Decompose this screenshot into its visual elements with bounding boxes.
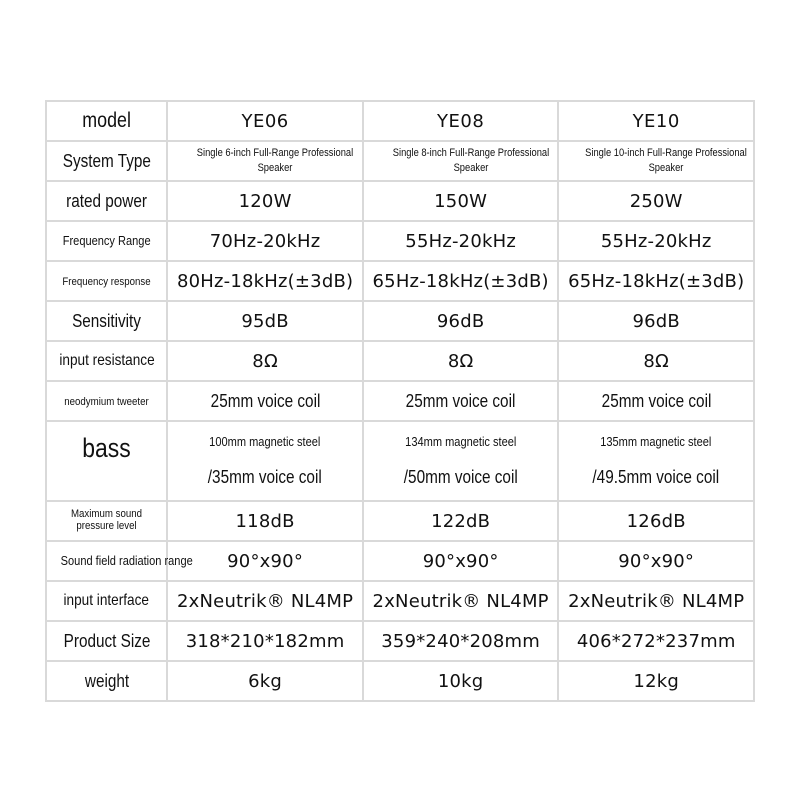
table-row-sensitivity bbox=[46, 301, 754, 341]
table-row-input-interface bbox=[46, 581, 754, 621]
value-cell bbox=[167, 181, 363, 221]
value-cell bbox=[363, 381, 559, 421]
input-resistance-value: 8Ω bbox=[252, 350, 278, 372]
table-row-frequency-range bbox=[46, 221, 754, 261]
value-cell bbox=[363, 581, 559, 621]
row-label-cell bbox=[46, 381, 167, 421]
row-label-cell bbox=[46, 421, 167, 501]
frequency-range-value: 70Hz-20kHz bbox=[209, 230, 321, 252]
row-label-cell bbox=[46, 541, 193, 581]
rated-power-value: 150W bbox=[434, 190, 488, 212]
value-cell bbox=[363, 501, 559, 541]
model-name: YE08 bbox=[437, 110, 485, 132]
input-resistance-value: 8Ω bbox=[447, 350, 474, 372]
frequency-range-value: 55Hz-20kHz bbox=[405, 230, 516, 252]
row-label-cell bbox=[46, 341, 167, 381]
row-label-cell bbox=[46, 221, 167, 261]
row-label-cell bbox=[46, 661, 167, 701]
tweeter-value: 25mm voice coil bbox=[210, 390, 320, 411]
value-cell bbox=[558, 421, 754, 501]
input-resistance-value: 8Ω bbox=[643, 350, 670, 372]
system-type-value: Single 10-inch Full-Range Professional Speaker bbox=[585, 147, 748, 174]
input-interface-value: 2xNeutrik® NL4MP bbox=[372, 590, 549, 612]
row-label: Frequency response bbox=[62, 276, 151, 288]
row-label-cell bbox=[46, 101, 167, 141]
value-cell bbox=[167, 381, 363, 421]
table-row-product-size bbox=[46, 621, 754, 661]
frequency-range-value: 55Hz-20kHz bbox=[600, 230, 712, 252]
system-type-value: Single 8-inch Full-Range Professional Speaker bbox=[392, 147, 550, 174]
row-label: Frequency Range bbox=[62, 233, 151, 248]
value-cell bbox=[167, 301, 363, 341]
bass-magnet-value: 100mm magnetic steel bbox=[209, 434, 321, 449]
weight-value: 10kg bbox=[437, 670, 484, 692]
radiation-range-value: 90°x90° bbox=[618, 550, 695, 572]
row-label-cell bbox=[46, 621, 167, 661]
row-label-cell bbox=[46, 301, 167, 341]
row-label-cell bbox=[46, 141, 167, 181]
value-cell bbox=[167, 661, 363, 701]
row-label: weight bbox=[84, 670, 129, 691]
bass-magnet-value: 134mm magnetic steel bbox=[405, 434, 517, 449]
weight-value: 12kg bbox=[633, 670, 679, 692]
value-cell bbox=[167, 541, 363, 581]
row-label-cell bbox=[46, 181, 167, 221]
table-row-neodymium-tweeter bbox=[46, 381, 754, 421]
model-name: YE06 bbox=[241, 110, 289, 132]
value-cell bbox=[167, 341, 363, 381]
sensitivity-value: 96dB bbox=[632, 310, 680, 332]
tweeter-value: 25mm voice coil bbox=[405, 390, 516, 411]
frequency-response-value: 80Hz-18kHz(±3dB) bbox=[176, 270, 354, 292]
rated-power-value: 250W bbox=[629, 190, 683, 212]
value-cell bbox=[558, 661, 754, 701]
table-row-weight bbox=[46, 661, 754, 701]
bass-coil-value: /35mm voice coil bbox=[208, 467, 323, 487]
table-row-system-type bbox=[46, 141, 754, 181]
model-cell bbox=[167, 101, 363, 141]
value-cell bbox=[363, 261, 559, 301]
value-cell bbox=[558, 221, 754, 261]
value-cell bbox=[558, 381, 754, 421]
value-cell bbox=[363, 661, 559, 701]
product-size-value: 318*210*182mm bbox=[185, 630, 345, 652]
model-cell bbox=[558, 101, 754, 141]
sensitivity-value: 96dB bbox=[436, 310, 485, 332]
bass-coil-value: /50mm voice coil bbox=[403, 467, 518, 487]
value-cell bbox=[167, 621, 363, 661]
value-cell bbox=[558, 181, 754, 221]
max-spl-value: 122dB bbox=[431, 510, 491, 532]
table-row-input-resistance bbox=[46, 341, 754, 381]
radiation-range-value: 90°x90° bbox=[227, 550, 304, 572]
value-cell bbox=[363, 181, 559, 221]
value-cell bbox=[363, 541, 559, 581]
row-label: Sound field radiation range bbox=[60, 553, 193, 568]
value-cell bbox=[167, 141, 363, 181]
value-cell bbox=[363, 221, 559, 261]
table-row-radiation-range bbox=[46, 541, 754, 581]
value-cell bbox=[167, 581, 363, 621]
value-cell bbox=[558, 341, 754, 381]
value-cell bbox=[167, 501, 363, 541]
model-name: YE10 bbox=[632, 110, 680, 132]
row-label: neodymium tweeter bbox=[64, 396, 149, 408]
product-size-value: 359*240*208mm bbox=[381, 630, 541, 652]
row-label: input interface bbox=[63, 591, 150, 609]
value-cell bbox=[558, 141, 754, 181]
spec-table bbox=[45, 100, 755, 702]
row-label: input resistance bbox=[59, 351, 155, 369]
row-label-cell bbox=[46, 581, 167, 621]
row-label: Product Size bbox=[63, 630, 151, 651]
input-interface-value: 2xNeutrik® NL4MP bbox=[568, 590, 745, 612]
table-row-rated-power bbox=[46, 181, 754, 221]
radiation-range-value: 90°x90° bbox=[422, 550, 499, 572]
value-cell bbox=[167, 221, 363, 261]
max-spl-value: 118dB bbox=[235, 510, 295, 532]
value-cell bbox=[558, 581, 754, 621]
row-label: Maximum sound pressure level bbox=[71, 507, 143, 533]
system-type-value: Single 6-inch Full-Range Professional Speaker bbox=[197, 147, 354, 174]
value-cell bbox=[558, 541, 754, 581]
header-row bbox=[46, 101, 754, 141]
value-cell bbox=[167, 261, 363, 301]
value-cell bbox=[363, 341, 559, 381]
model-label: model bbox=[82, 108, 131, 132]
rated-power-value: 120W bbox=[238, 190, 292, 212]
tweeter-value: 25mm voice coil bbox=[601, 390, 712, 411]
sensitivity-value: 95dB bbox=[241, 310, 289, 332]
bass-coil-value: /49.5mm voice coil bbox=[592, 467, 720, 487]
row-label: bass bbox=[82, 433, 131, 464]
product-size-value: 406*272*237mm bbox=[576, 630, 736, 652]
row-label-cell bbox=[46, 261, 167, 301]
row-label: System Type bbox=[62, 150, 151, 171]
model-cell bbox=[363, 101, 559, 141]
value-cell bbox=[363, 621, 559, 661]
frequency-response-value: 65Hz-18kHz(±3dB) bbox=[568, 270, 745, 292]
row-label: rated power bbox=[66, 190, 148, 211]
value-cell bbox=[363, 301, 559, 341]
table-row-bass bbox=[46, 421, 754, 501]
frequency-response-value: 65Hz-18kHz(±3dB) bbox=[372, 270, 549, 292]
value-cell bbox=[558, 301, 754, 341]
value-cell bbox=[363, 141, 559, 181]
value-cell bbox=[363, 421, 559, 501]
max-spl-value: 126dB bbox=[626, 510, 686, 532]
bass-magnet-value: 135mm magnetic steel bbox=[600, 434, 712, 449]
row-label-cell bbox=[46, 501, 167, 541]
input-interface-value: 2xNeutrik® NL4MP bbox=[177, 590, 354, 612]
row-label: Sensitivity bbox=[72, 310, 142, 331]
value-cell bbox=[558, 261, 754, 301]
table-row-frequency-response bbox=[46, 261, 754, 301]
value-cell bbox=[558, 501, 754, 541]
value-cell bbox=[167, 421, 363, 501]
value-cell bbox=[558, 621, 754, 661]
weight-value: 6kg bbox=[248, 670, 283, 692]
table-row-max-spl bbox=[46, 501, 754, 541]
